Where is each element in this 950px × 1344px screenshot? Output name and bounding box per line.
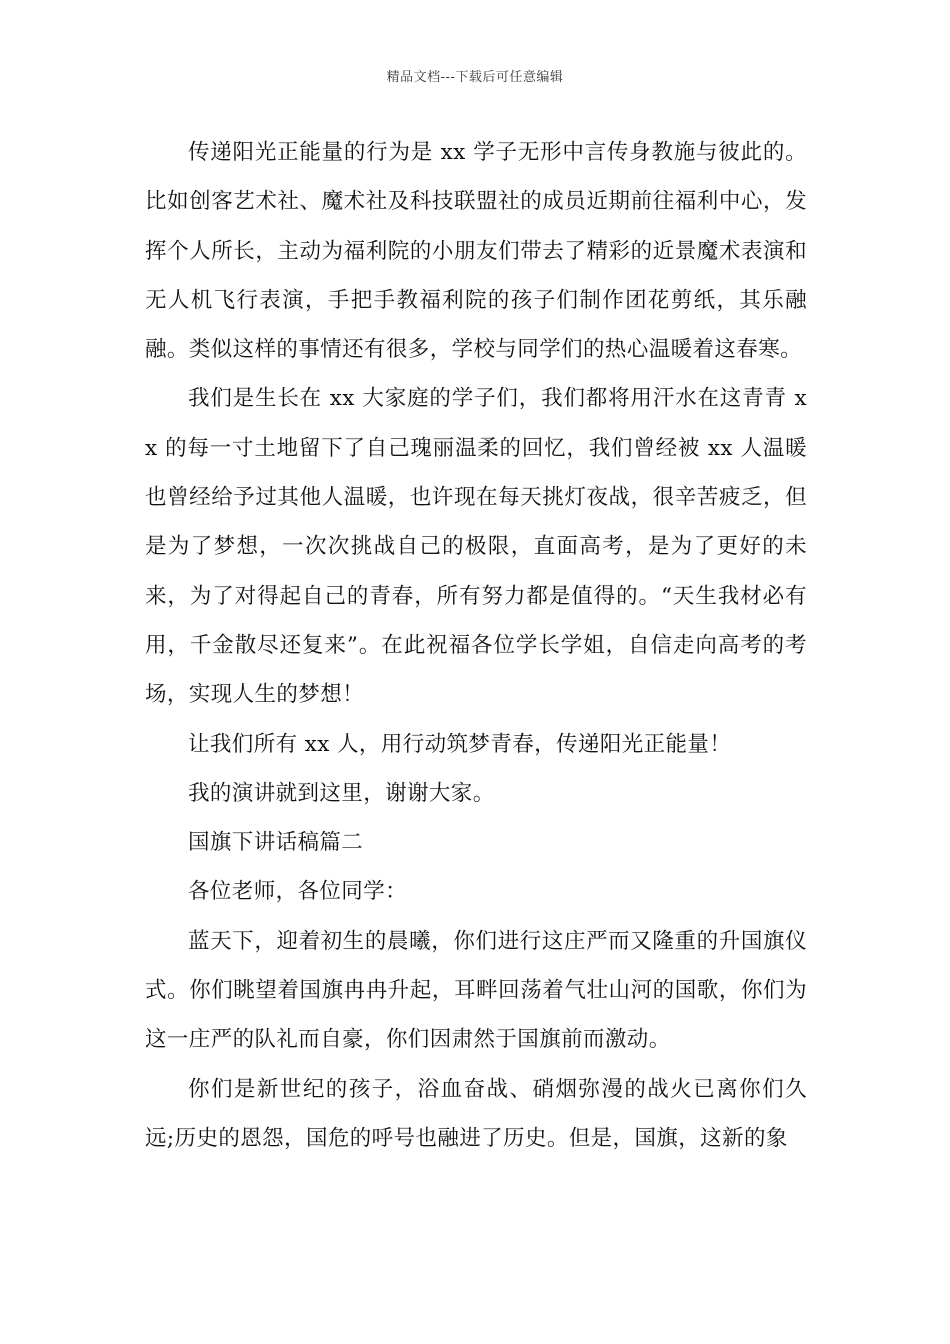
paragraph-new-century: 你们是新世纪的孩子，浴血奋战、硝烟弥漫的战火已离你们久远;历史的恩怨，国危的呼号也融进了历史。但是，国旗，这新的象 — [145, 1076, 807, 1151]
paragraph-closing: 我的演讲就到这里，谢谢大家。 — [188, 780, 495, 806]
paragraph-salutation: 各位老师，各位同学： — [188, 879, 408, 905]
paragraph-flag-ceremony: 蓝天下，迎着初生的晨曦，你们进行这庄严而又隆重的升国旗仪式。你们眺望着国旗冉冉升起，耳畔回荡着气壮山河的国歌，你们为这一庄严的队礼而自豪，你们因肃然于国旗前而激动。 — [145, 928, 807, 1053]
section-title: 国旗下讲话稿篇二 — [188, 830, 364, 856]
document-body — [145, 128, 807, 1163]
paragraph-xx-students: 我们是生长在 xx 大家庭的学子们，我们都将用汗水在这青青 xx 的每一寸土地留下了自己瑰丽温柔的回忆，我们曾经被 xx 人温暖也曾经给予过其他人温暖，也许现在每天挑灯夜战，很辛苦疲乏，但是为了梦想，一次次挑战自己的极限，直面高考，是为了更好的未来，为了对得起自己的青春，所有努力都是值得的。“天生我材必有用，千金散尽还复来”。在此祝福各位学长学姐，自信走向高考的考场，实现人生的梦想！ — [145, 386, 807, 708]
paragraph-call-to-action: 让我们所有 xx 人，用行动筑梦青春，传递阳光正能量！ — [188, 731, 732, 757]
page-header: 精品文档---下载后可任意编辑 — [386, 70, 564, 85]
paragraph-positive-energy: 传递阳光正能量的行为是 xx 学子无形中言传身教施与彼此的。比如创客艺术社、魔术社及科技联盟社的成员近期前往福利中心，发挥个人所长，主动为福利院的小朋友们带去了精彩的近景魔术表演和无人机飞行表演，手把手教福利院的孩子们制作团花剪纸，其乐融融。类似这样的事情还有很多，学校与同学们的热心温暖着这春寒。 — [145, 140, 807, 363]
